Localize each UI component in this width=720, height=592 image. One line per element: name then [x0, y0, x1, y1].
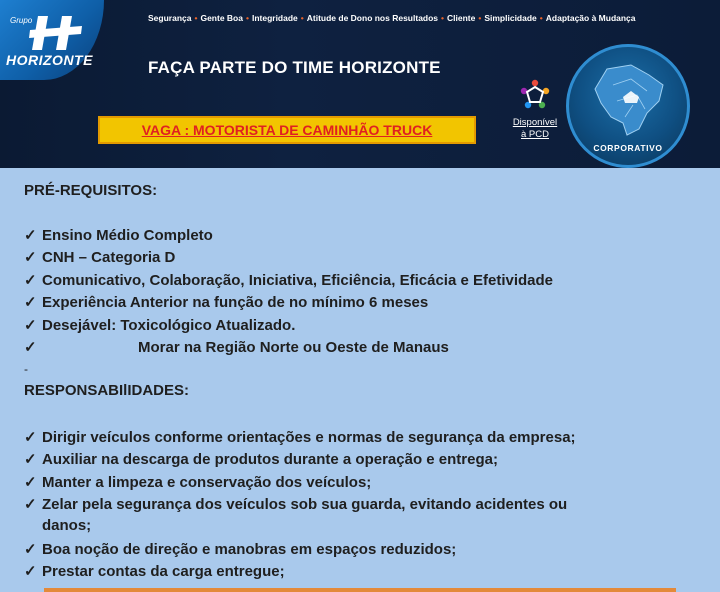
requirement-text: Experiência Anterior na função de no mínimo 6 meses: [42, 294, 429, 311]
value-item: Gente Boa: [200, 13, 243, 23]
value-separator: •: [194, 13, 198, 23]
pcd-text-line: Disponível: [512, 117, 558, 128]
requirement-item: [24, 293, 428, 311]
responsibility-text: Prestar contas da carga entregue;: [42, 563, 285, 580]
requirement-text: Comunicativo, Colaboração, Iniciativa, Eficiência, Eficácia e Efetividade: [42, 272, 554, 289]
responsibility-item: [24, 450, 498, 468]
check-icon: ✓: [24, 227, 37, 244]
requirement-item: [24, 248, 175, 266]
page-title: FAÇA PARTE DO TIME HORIZONTE: [148, 58, 441, 77]
pcd-badge[interactable]: [506, 78, 564, 144]
check-icon: ✓: [24, 294, 37, 311]
value-item: Atitude de Dono nos Resultados: [306, 13, 439, 23]
horizonte-logo-icon: [28, 14, 84, 52]
value-separator: •: [245, 13, 249, 23]
responsibility-text: danos;: [42, 517, 92, 534]
check-icon: ✓: [24, 339, 37, 356]
value-item: Adaptação à Mudança: [545, 13, 636, 23]
responsibility-text: Zelar pela segurança dos veículos sob sua guarda, evitando acidentes ou: [42, 496, 568, 513]
pcd-text-line: à PCD: [521, 129, 549, 140]
responsibility-item: [24, 562, 285, 580]
requirement-text: Ensino Médio Completo: [42, 227, 213, 244]
value-item: Segurança: [148, 13, 192, 23]
separator-dash: -: [24, 362, 28, 376]
requirement-item: [24, 338, 449, 356]
inclusion-icon: [518, 78, 552, 112]
header-banner: [0, 0, 720, 168]
logo-name-text: HORIZONTE: [6, 52, 93, 68]
corporate-badge: [566, 44, 690, 168]
check-icon: ✓: [24, 541, 37, 558]
value-item: Integridade: [251, 13, 298, 23]
requirement-text: Morar na Região Norte ou Oeste de Manaus: [138, 339, 449, 356]
responsibility-item: [24, 517, 91, 534]
bottom-accent-bar: [44, 588, 676, 592]
requirements-title: PRÉ-REQUISITOS:: [24, 182, 158, 199]
check-icon: ✓: [24, 249, 37, 266]
value-separator: •: [300, 13, 304, 23]
value-separator: •: [441, 13, 445, 23]
corporate-label: CORPORATIVO: [593, 143, 663, 153]
responsibility-text: Boa noção de direção e manobras em espaços reduzidos;: [42, 541, 457, 558]
responsibilities-title: RESPONSABIlIDADES:: [24, 382, 190, 399]
job-title-box: VAGA : MOTORISTA DE CAMINHÃO TRUCK: [98, 116, 476, 144]
value-separator: •: [478, 13, 482, 23]
responsibility-item: [24, 473, 371, 491]
value-item: Cliente: [447, 13, 476, 23]
responsibility-text: Dirigir veículos conforme orientações e normas de segurança da empresa;: [42, 429, 576, 446]
responsibility-text: Auxiliar na descarga de produtos durante a operação e entrega;: [42, 451, 498, 468]
logo-grupo-text: Grupo: [10, 16, 33, 25]
check-icon: ✓: [24, 563, 37, 580]
check-icon: ✓: [24, 474, 37, 491]
requirement-text: CNH – Categoria D: [42, 249, 176, 266]
requirement-item: [24, 316, 295, 334]
check-icon: ✓: [24, 429, 37, 446]
responsibility-text: Manter a limpeza e conservação dos veículos;: [42, 474, 372, 491]
requirement-item: [24, 226, 213, 244]
requirement-item: [24, 271, 553, 289]
responsibility-item: [24, 495, 567, 513]
brazil-map-icon: [587, 61, 669, 139]
check-icon: ✓: [24, 272, 37, 289]
company-values: [148, 10, 714, 26]
check-icon: ✓: [24, 317, 37, 334]
value-item: Simplicidade: [484, 13, 537, 23]
check-icon: ✓: [24, 451, 37, 468]
check-icon: ✓: [24, 496, 37, 513]
company-logo: [0, 0, 104, 80]
requirement-text: Desejável: Toxicológico Atualizado.: [42, 317, 296, 334]
responsibility-item: [24, 540, 456, 558]
value-separator: •: [539, 13, 543, 23]
responsibility-item: [24, 428, 576, 446]
